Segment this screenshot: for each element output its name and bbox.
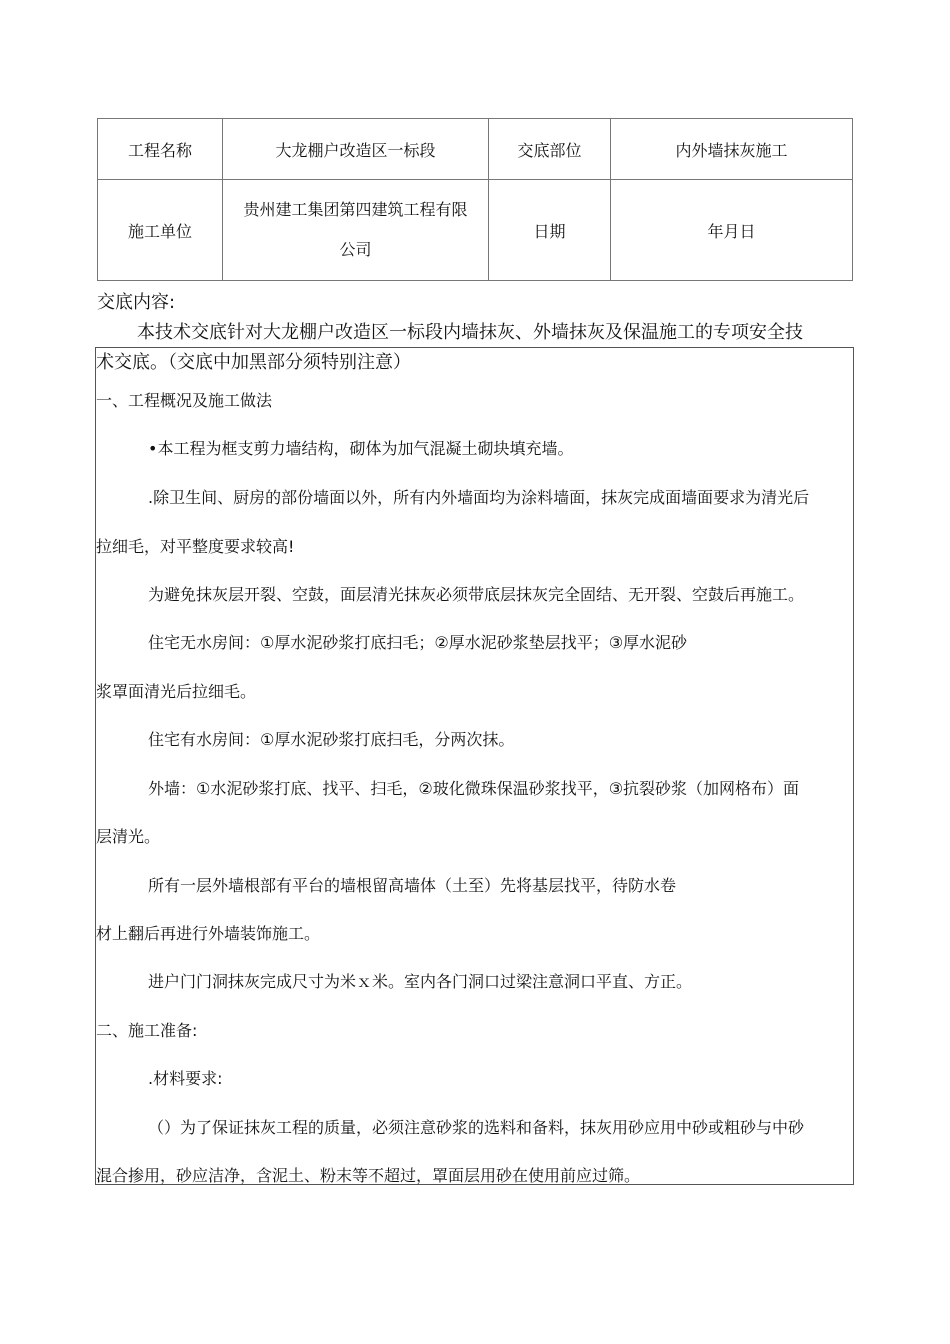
para-wet-rooms: 住宅有水房间：①厚水泥砂浆打底扫毛，分两次抹。: [148, 730, 515, 749]
section-1-title: 一、工程概况及施工做法: [96, 391, 273, 410]
intro-paragraph: [97, 318, 857, 348]
para-ground-floor-line2: 材上翻后再进行外墙装饰施工。: [96, 924, 321, 943]
header-row-1: [98, 119, 853, 180]
header-row-2: [98, 180, 853, 281]
content-box: [95, 347, 854, 1185]
para-exterior-line1: 外墙：①水泥砂浆打底、找平、扫毛，②玻化微珠保温砂浆找平，③抗裂砂浆（加网格布）面: [148, 779, 800, 798]
disclosure-part-label: 交底部位: [489, 119, 611, 180]
content-label: 交底内容:: [97, 292, 176, 313]
para-wall-finish-line1: .除卫生间、厨房的部份墙面以外，所有内外墙面均为涂料墙面，抹灰完成面墙面要求为清光后: [148, 488, 810, 507]
para-wall-finish-line2: 拉细毛，对平整度要求较高!: [96, 537, 295, 556]
para-dry-rooms-line1: 住宅无水房间：①厚水泥砂浆打底扫毛；②厚水泥砂浆垫层找平；③厚水泥砂: [148, 633, 688, 652]
para-dry-rooms-line2: 浆罩面清光后拉细毛。: [96, 682, 257, 701]
para-exterior-line2: 层清光。: [96, 827, 161, 846]
para-sand-line1: （）为了保证抹灰工程的质量，必须注意砂浆的选料和备料，抹灰用砂应用中砂或粗砂与中砂: [148, 1118, 805, 1137]
project-name-label: 工程名称: [98, 119, 223, 180]
date-label: 日期: [489, 180, 611, 281]
date-value: 年月日: [611, 180, 853, 281]
para-structure: •本工程为框支剪力墙结构，砌体为加气混凝土砌块填充墙。: [148, 439, 574, 458]
contractor-label: 施工单位: [98, 180, 223, 281]
project-name-value: 大龙棚户改造区一标段: [223, 119, 489, 180]
intro-line-2: 术交底。（交底中加黑部分须特别注意）: [96, 352, 411, 373]
contractor-value: [223, 180, 489, 281]
header-table: [97, 118, 853, 281]
para-door-openings: 进户门门洞抹灰完成尺寸为米ｘ米。室内各门洞口过梁注意洞口平直、方正。: [148, 972, 693, 991]
contractor-value-line1: 贵州建工集团第四建筑工程有限: [243, 200, 468, 219]
para-material-req: .材料要求:: [148, 1069, 223, 1088]
para-crack-prevention: 为避免抹灰层开裂、空鼓，面层清光抹灰必须带底层抹灰完全固结、无开裂、空鼓后再施工。: [148, 585, 805, 604]
intro-line-1: 本技术交底针对大龙棚户改造区一标段内墙抹灰、外墙抹灰及保温施工的专项安全技: [137, 322, 803, 343]
section-2-title: 二、施工准备:: [96, 1021, 198, 1040]
contractor-value-line2: 公司: [339, 240, 372, 259]
para-ground-floor-line1: 所有一层外墙根部有平台的墙根留高墙体（土至）先将基层找平，待防水卷: [148, 876, 677, 895]
para-sand-line2: 混合掺用，砂应洁净，含泥土、粉末等不超过，罩面层用砂在使用前应过筛。: [96, 1166, 641, 1185]
disclosure-part-value: 内外墙抹灰施工: [611, 119, 853, 180]
